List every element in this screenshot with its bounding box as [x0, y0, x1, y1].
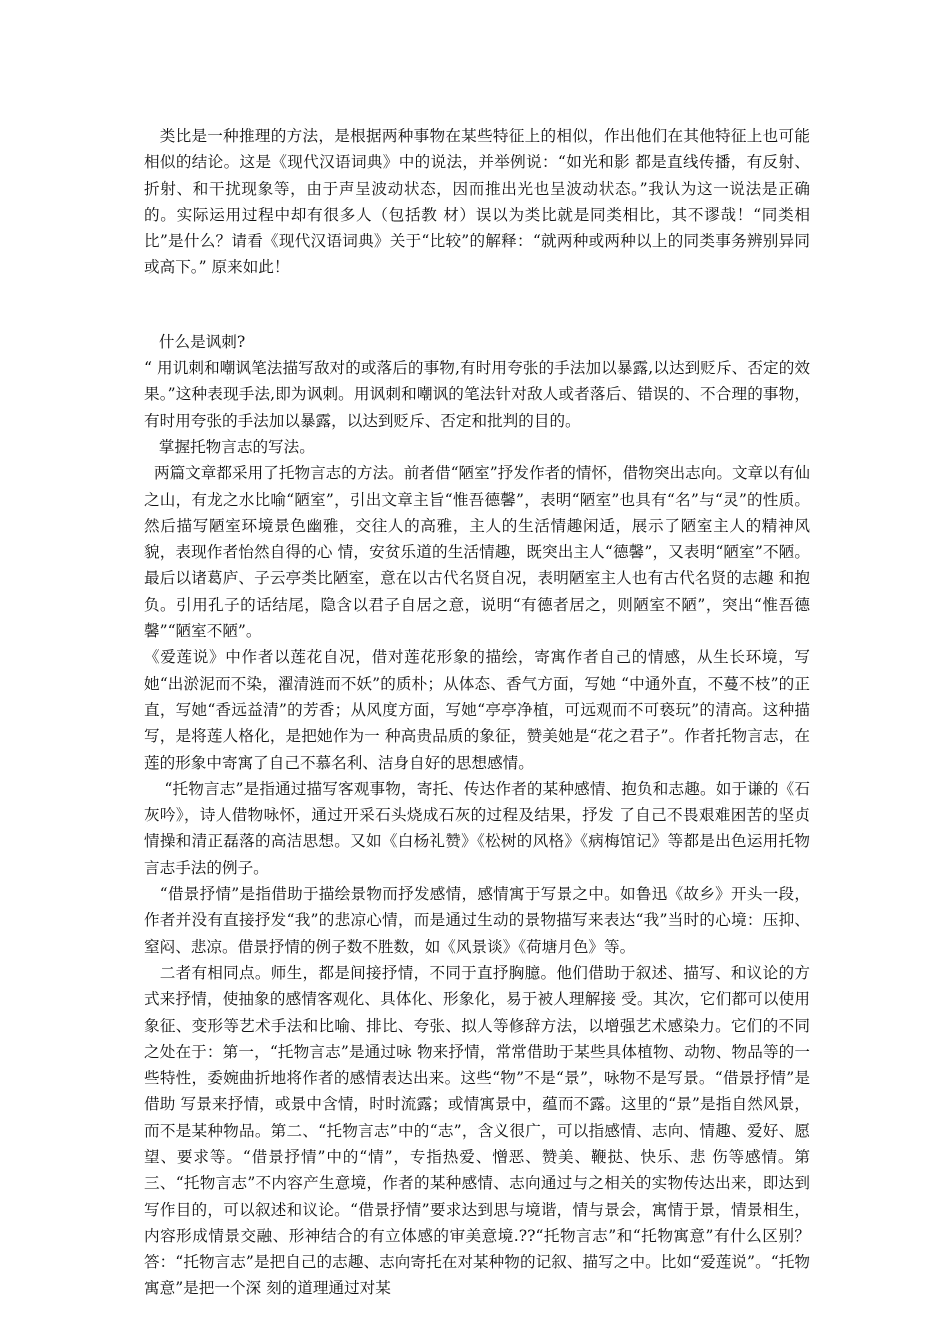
paragraph-jiejing-definition: “借景抒情”是指借助于描绘景物而抒发感情，感情寓于写景之中。如鲁迅《故乡》开头一段，作者并没有直接抒发“我”的悲凉心情，而是通过生动的景物描写来表达“我”当时的心境：压抑、窒闷、悲凉。借景抒情的例子数不胜数，如《风景谈》《荷塘月色》等。: [144, 885, 810, 956]
paragraph-gap: [144, 281, 810, 329]
paragraph-tuowu-definition: “托物言志”是指通过描写客观事物，寄托、传达作者的某种感情、抱负和志趣。如于谦的《石灰吟》，诗人借物咏怀，通过开采石头烧成石灰的过程及结果，抒发 了自己不畏艰难困苦的坚贞情操和清正磊落的高洁思想。又如《白杨礼赞》《松树的风格》《病梅馆记》等都是出色运用托物言志手法的例子。: [144, 779, 810, 877]
document-body: [144, 123, 810, 1302]
paragraph-satire-question: 什么是讽刺?: [144, 332, 246, 351]
paragraph-satire-definition: “ 用讥刺和嘲讽笔法描写敌对的或落后的事物,有时用夸张的手法加以暴露,以达到贬斥、否定的效果。”这种表现手法,即为讽刺。用讽刺和嘲讽的笔法针对敌人或者落后、错误的、不合理的事物，有时用夸张的手法加以暴露，以达到贬斥、否定和批判的目的。: [144, 359, 810, 430]
paragraph-ailian: 《爱莲说》中作者以莲花自况，借对莲花形象的描绘，寄寓作者自己的情感，从生长环境，写她“出淤泥而不染，濯清涟而不妖”的质朴；从体态、香气方面，写她 “中通外直，不蔓不枝”的正直，写她“香远益清”的芳香；从风度方面，写她“亭亭净植，可远观而不可亵玩”的清高。这种描写，是将莲人格化，是把她作为一 种高贵品质的象征，赞美她是“花之君子”。作者托物言志，在莲的形象中寄寓了自己不慕名利、洁身自好的思想感情。: [144, 648, 810, 772]
paragraph-tuowu-heading: 掌握托物言志的写法。: [144, 437, 315, 456]
paragraph-comparison: 二者有相同点。师生，都是间接抒情，不同于直抒胸臆。他们借助于叙述、描写、和议论的方式来抒情，使抽象的感情客观化、具体化、形象化，易于被人理解接 受。其次，它们都可以使用象征、变形等艺术手法和比喻、排比、夸张、拟人等修辞方法，以增强艺术感染力。它们的不同之处在于：第一，“托物言志”是通过咏 物来抒情，常常借助于某些具体植物、动物、物品等的一些特性，委婉曲折地将作者的感情表达出来。这些“物”不是“景”，咏物不是写景。“借景抒情”是借助 写景来抒情，或景中含情，时时流露；或情寓景中，蕴而不露。这里的“景”是指自然风景，而不是某种物品。第二、“托物言志”中的“志”，含义很广，可以指感情、志向、情趣、爱好、愿望、要求等。“借景抒情”中的“情”，专指热爱、憎恶、赞美、鞭挞、快乐、悲 伤等感情。第三、“托物言志”不内容产生意境，作者的某种感情、志向通过与之相关的实物传达出来，即达到写作目的，可以叙述和议论。“借景抒情”要求达到思与境谐，情与景会，寓情于景，情景相生，内容形成情景交融、形神结合的有立体感的审美意境.??“托物言志”和“托物寓意”有什么区别？答：“托物言志”是把自己的志趣、志向寄托在对某种物的记叙、描写之中。比如“爱莲说”。“托物寓意”是把一个深 刻的道理通过对某: [144, 963, 810, 1298]
paragraph-loushi: 两篇文章都采用了托物言志的方法。前者借“陋室”抒发作者的情怀，借物突出志向。文章以有仙之山，有龙之水比喻“陋室”，引出文章主旨“惟吾德馨”，表明“陋室”也具有“名”与“灵”的性质。然后描写陋室环境景色幽雅，交往人的高雅，主人的生活情趣闲适，展示了陋室主人的精神风貌，表现作者怡然自得的心 情，安贫乐道的生活情趣，既突出主人“德馨”，又表明“陋室”不陋。最后以诸葛庐、子云亭类比陋室，意在以古代名贤自况，表明陋室主人也有古代名贤的志趣 和抱负。引用孔子的话结尾，隐含以君子自居之意，说明“有德者居之，则陋室不陋”，突出“惟吾德馨”“陋室不陋”。: [144, 464, 810, 641]
paragraph-analogy: 类比是一种推理的方法，是根据两种事物在某些特征上的相似，作出他们在其他特征上也可能相似的结论。这是《现代汉语词典》中的说法，并举例说：“如光和影 都是直线传播，有反射、折射、和干扰现象等，由于声呈波动状态，因而推出光也呈波动状态。”我认为这一说法是正确的。实际运用过程中却有很多人（包括教 材）误以为类比就是同类相比，其不谬哉！“同类相比”是什么？请看《现代汉语词典》关于“比较”的解释：“就两种或两种以上的同类事务辨别异同或高下。” 原来如此！: [144, 127, 810, 277]
